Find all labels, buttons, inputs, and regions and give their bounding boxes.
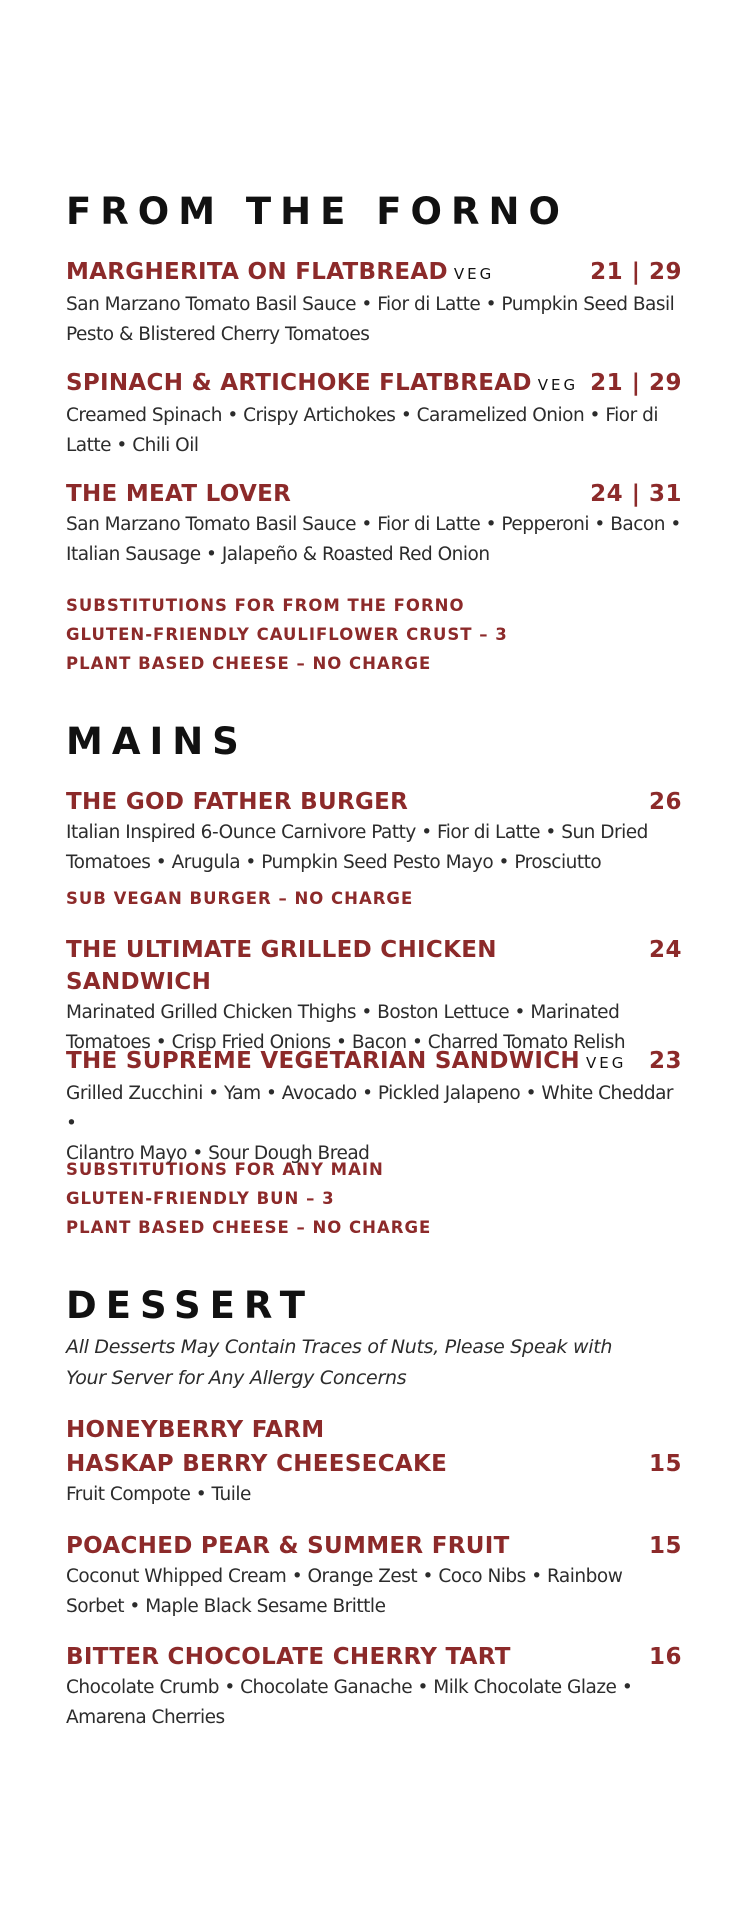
item-description-line: Sorbet • Maple Black Sesame Brittle bbox=[66, 1596, 386, 1617]
item-name: MARGHERITA ON FLATBREAD VEG bbox=[66, 259, 495, 285]
substitution-note: GLUTEN-FRIENDLY BUN – 3 bbox=[66, 1189, 335, 1208]
item-name: SPINACH & ARTICHOKE FLATBREAD VEG bbox=[66, 370, 579, 396]
item-price: 24 bbox=[648, 937, 682, 963]
item-description-line: San Marzano Tomato Basil Sauce • Fior di Latte • Pepperoni • Bacon • bbox=[66, 514, 681, 535]
menu-item-chocolate-cherry-tart bbox=[66, 1641, 682, 1733]
item-name: THE ULTIMATE GRILLED CHICKEN SANDWICH bbox=[66, 937, 497, 995]
item-description-line: Creamed Spinach • Crispy Artichokes • Caramelized Onion • Fior di bbox=[66, 405, 658, 426]
item-price: 15 bbox=[648, 1451, 682, 1477]
item-description-line: Tomatoes • Crisp Fried Onions • Bacon • Charred Tomato Relish bbox=[66, 1032, 626, 1053]
item-name: BITTER CHOCOLATE CHERRY TART bbox=[66, 1644, 511, 1670]
item-description-line: Chocolate Crumb • Chocolate Ganache • Milk Chocolate Glaze • bbox=[66, 1677, 633, 1698]
menu-item-meat-lover bbox=[66, 478, 682, 570]
item-description-line: Italian Inspired 6-Ounce Carnivore Patty • Fior di Latte • Sun Dried bbox=[66, 822, 648, 843]
item-description-line: Latte • Chili Oil bbox=[66, 435, 199, 456]
item-description-line: Cilantro Mayo • Sour Dough Bread bbox=[66, 1143, 370, 1164]
item-name: HASKAP BERRY CHEESECAKE bbox=[66, 1451, 448, 1477]
item-price: 16 bbox=[648, 1644, 682, 1670]
menu-item-spinach-artichoke bbox=[66, 367, 682, 461]
substitution-note: SUBSTITUTIONS FOR FROM THE FORNO bbox=[66, 596, 465, 615]
item-name: THE SUPREME VEGETARIAN SANDWICH VEG bbox=[66, 1048, 627, 1074]
item-price: 26 bbox=[648, 789, 682, 815]
item-description-line: Italian Sausage • Jalapeño & Roasted Red Onion bbox=[66, 544, 490, 565]
item-description-line: Amarena Cherries bbox=[66, 1707, 225, 1728]
substitution-note: PLANT BASED CHEESE – NO CHARGE bbox=[66, 1218, 432, 1237]
section-title-dessert: DESSERT bbox=[66, 1284, 314, 1327]
item-description-line: Pesto & Blistered Cherry Tomatoes bbox=[66, 324, 370, 345]
item-description-line: Coconut Whipped Cream • Orange Zest • Coco Nibs • Rainbow bbox=[66, 1566, 623, 1587]
substitutions-mains bbox=[66, 1155, 682, 1242]
menu-item-haskap-cheesecake bbox=[66, 1414, 682, 1510]
section-title-mains: MAINS bbox=[66, 720, 248, 763]
item-price: 15 bbox=[648, 1533, 682, 1559]
menu-item-grilled-chicken-sandwich bbox=[66, 934, 682, 1058]
item-price: 24 | 31 bbox=[590, 481, 682, 507]
item-description-line: San Marzano Tomato Basil Sauce • Fior di Latte • Pumpkin Seed Basil bbox=[66, 294, 675, 315]
item-price: 21 | 29 bbox=[590, 259, 682, 285]
item-name: THE MEAT LOVER bbox=[66, 481, 292, 507]
item-name: THE GOD FATHER BURGER bbox=[66, 789, 409, 815]
item-price: 23 bbox=[648, 1048, 682, 1074]
menu-item-god-father-burger bbox=[66, 786, 682, 913]
menu-item-vegetarian-sandwich bbox=[66, 1045, 682, 1169]
substitution-note: PLANT BASED CHEESE – NO CHARGE bbox=[66, 654, 432, 673]
veg-label: VEG bbox=[453, 265, 495, 283]
veg-label: VEG bbox=[537, 376, 579, 394]
dessert-intro bbox=[66, 1332, 682, 1394]
item-name: POACHED PEAR & SUMMER FRUIT bbox=[66, 1533, 510, 1559]
item-name-line: HONEYBERRY FARM bbox=[66, 1417, 325, 1443]
substitution-note: GLUTEN-FRIENDLY CAULIFLOWER CRUST – 3 bbox=[66, 625, 508, 644]
menu-item-margherita bbox=[66, 256, 682, 350]
substitution-note: SUBSTITUTIONS FOR ANY MAIN bbox=[66, 1160, 384, 1179]
item-note: SUB VEGAN BURGER – NO CHARGE bbox=[66, 889, 414, 908]
menu-item-poached-pear bbox=[66, 1530, 682, 1622]
item-description-line: Fruit Compote • Tuile bbox=[66, 1484, 251, 1505]
substitutions-forno bbox=[66, 591, 682, 678]
item-description-line: Tomatoes • Arugula • Pumpkin Seed Pesto Mayo • Prosciutto bbox=[66, 852, 602, 873]
item-description-line: Marinated Grilled Chicken Thighs • Boston Lettuce • Marinated bbox=[66, 1002, 620, 1023]
dessert-intro-line: All Desserts May Contain Traces of Nuts, Please Speak with bbox=[66, 1336, 613, 1358]
section-title-forno: FROM THE FORNO bbox=[66, 190, 569, 233]
veg-label: VEG bbox=[585, 1054, 627, 1072]
item-description-line: Grilled Zucchini • Yam • Avocado • Pickled Jalapeno • White Cheddar • bbox=[66, 1083, 674, 1134]
dessert-intro-line: Your Server for Any Allergy Concerns bbox=[66, 1367, 407, 1389]
item-price: 21 | 29 bbox=[590, 370, 682, 396]
